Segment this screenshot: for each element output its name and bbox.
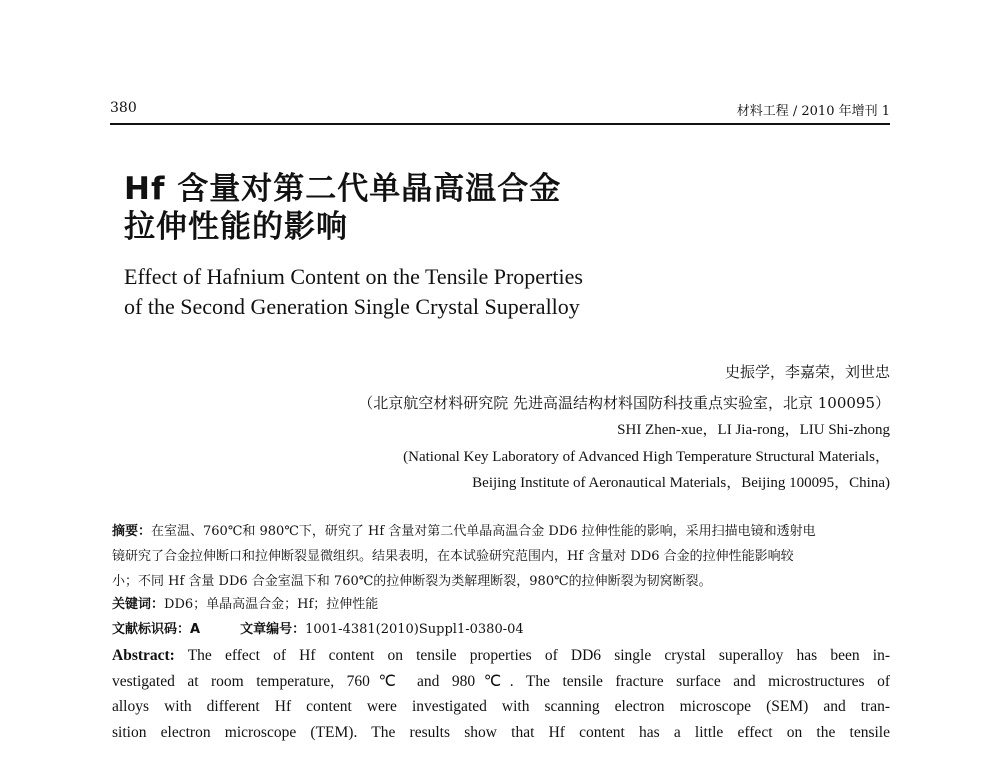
authors-english: SHI Zhen-xue，LI Jia-rong，LIU Shi-zhong <box>617 422 890 438</box>
keywords-text: DD6；单晶高温合金；Hf；拉伸性能 <box>164 597 379 612</box>
english-title-line-1: Effect of Hafnium Content on the Tensile Properties <box>124 264 583 289</box>
chinese-abstract-label: 摘要： <box>112 524 152 539</box>
chinese-title <box>124 170 561 246</box>
english-title <box>124 262 583 322</box>
chinese-abstract-line-2: 镜研究了合金拉伸断口和拉伸断裂显微组织。结果表明，在本试验研究范围内，Hf 含量对 DD6 合金的拉伸性能影响较 <box>112 549 794 564</box>
journal-name: 材料工程 / 2010 年增刊 1 <box>736 104 890 119</box>
chinese-abstract-line-3: 小；不同 Hf 含量 DD6 合金室温下和 760℃的拉伸断裂为类解理断裂，980℃的拉伸断裂为韧窝断裂。 <box>112 574 712 589</box>
identifiers-line <box>112 618 524 637</box>
english-abstract-label: Abstract: <box>112 647 175 664</box>
english-abstract-line-4: sition electron microscope (TEM). The results show that Hf content has a little effect on the tensile <box>112 723 890 741</box>
chinese-title-line-1: Hf 含量对第二代单晶高温合金 <box>124 171 562 207</box>
keywords-line <box>112 593 378 612</box>
chinese-abstract-text-1: 在室温、760℃和 980℃下，研究了 Hf 含量对第二代单晶高温合金 DD6 拉伸性能的影响，采用扫描电镜和透射电 <box>151 524 816 539</box>
article-number-label: 文章编号： <box>240 622 306 637</box>
english-abstract-line-3: alloys with different Hf content were investigated with scanning electron microscope (SEM) and tran- <box>112 698 890 715</box>
authors-chinese: 史振学，李嘉荣，刘世忠 <box>724 363 890 381</box>
page-number: 380 <box>110 100 137 116</box>
affiliation-chinese: （北京航空材料研究院 先进高温结构材料国防科技重点实验室，北京 100095） <box>358 394 890 412</box>
article-number-value: 1001-4381(2010)Suppl1-0380-04 <box>305 622 524 637</box>
affiliation-english-line-1: (National Key Laboratory of Advanced High Temperature Structural Materials， <box>403 449 890 465</box>
english-abstract <box>112 643 890 745</box>
english-abstract-line-1 <box>112 643 890 669</box>
affiliation-english-line-2: Beijing Institute of Aeronautical Materials，Beijing 100095，China) <box>472 475 890 491</box>
doc-code-value: A <box>190 622 201 637</box>
doc-code-label: 文献标识码： <box>112 622 191 637</box>
english-abstract-line-2: vestigated at room temperature, 760℃ and 980℃. The tensile fracture surface and microstructures of <box>112 672 890 690</box>
keywords-label: 关键词： <box>112 597 165 612</box>
chinese-title-line-2: 拉伸性能的影响 <box>124 209 348 245</box>
chinese-abstract-line-1 <box>112 520 816 539</box>
english-abstract-text-1: The effect of Hf content on tensile properties of DD6 single crystal superalloy has been in- <box>174 647 890 664</box>
header-divider <box>110 123 890 125</box>
english-title-line-2: of the Second Generation Single Crystal Superalloy <box>124 294 580 319</box>
